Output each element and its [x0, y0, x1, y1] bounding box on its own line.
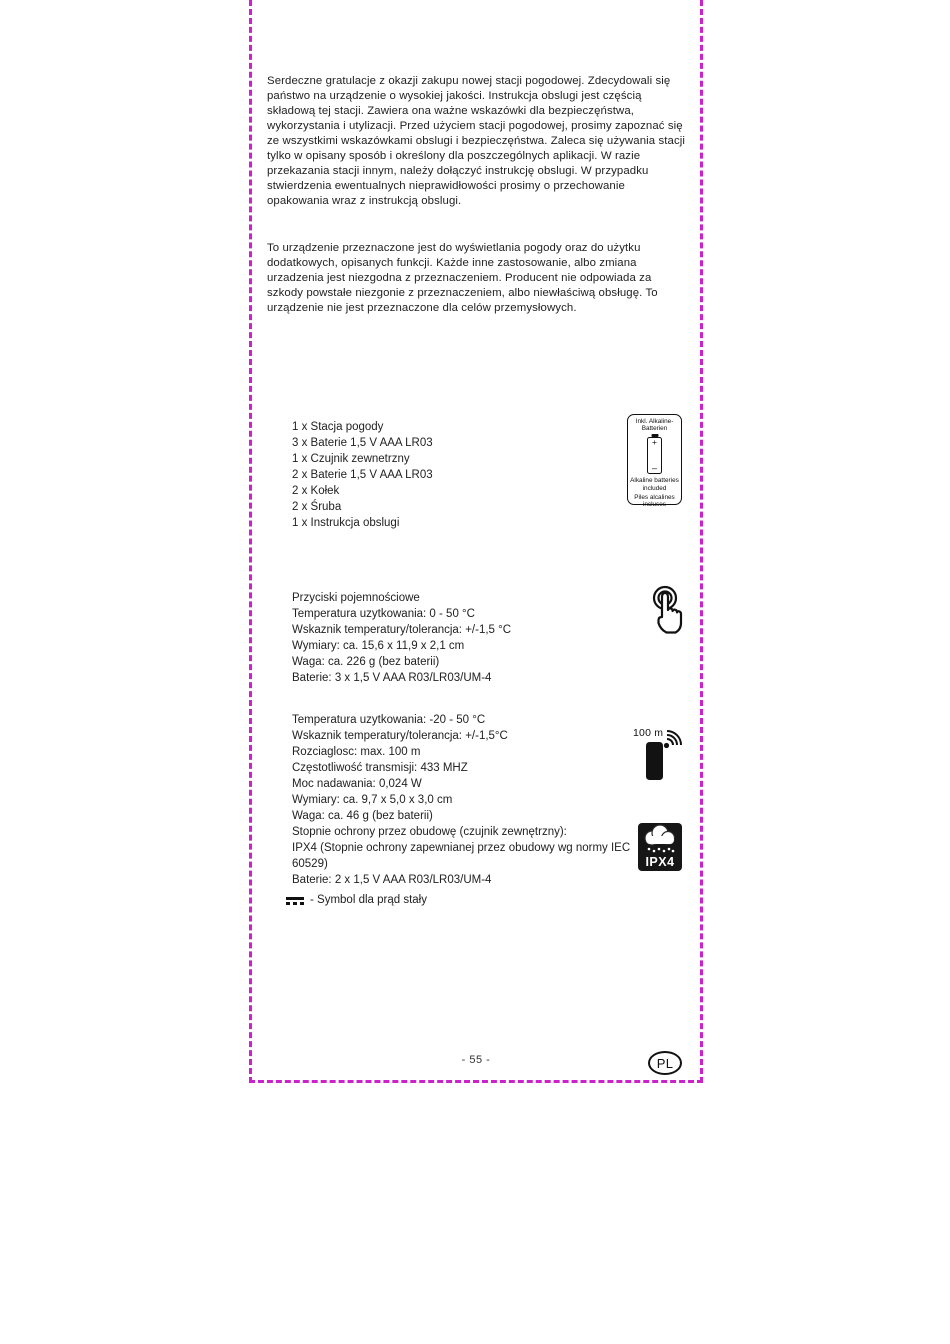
list-item: 3 x Baterie 1,5 V AAA LR03	[292, 437, 433, 449]
list-item: 2 x Śruba	[292, 501, 342, 513]
list-item: 1 x Stacja pogody	[292, 421, 384, 433]
spec-line: Wskaznik temperatury/tolerancja: +/-1,5°C	[292, 730, 508, 742]
spec-line: Częstotliwość transmisji: 433 MHZ	[292, 762, 468, 774]
list-item: 2 x Kołek	[292, 485, 340, 497]
battery-box-label-en: Alkaline batteries included	[630, 477, 679, 492]
list-item: 1 x Czujnik zewnetrzny	[292, 453, 410, 465]
ipx4-icon	[638, 823, 682, 871]
transmission-range-icon	[633, 724, 693, 782]
rain-cloud-icon	[638, 823, 682, 855]
range-label: 100 m	[633, 727, 664, 739]
spec-line: Rozciaglosc: max. 100 m	[292, 746, 421, 758]
spec-line: Przyciski pojemnościowe	[292, 592, 420, 604]
spec-line: Wskaznik temperatury/tolerancja: +/-1,5 °C	[292, 624, 512, 636]
dc-symbol-line	[286, 891, 427, 909]
sensor-specs	[292, 712, 646, 888]
intro-paragraph: Serdeczne gratulacje z okazji zakupu nowej stacji pogodowej. Zdecydowali się państwo na urządzenie o wysokiej jakości. Instrukcja obslugi jest częścią składową tej stacji. Zawiera ona ważne wskazówki dla bezpieczęństwa, wykorzystania i utylizacji. Przed użyciem stacji pogodowej, prosimy zapoznać się ze wszystkimi wskazówkami obslugi i bezpieczęństwa. Zaleca się używania stacji tylko w opisany sposób i określony dla poszczególnych aplikacji. W razie przekazania stacji innym, należy dołączyć instrukcję obslugi. W przypadku stwierdzenia ewentualnych nieprawidłowości prosimy o przechowanie opakowania wraz z instrukcją obslugi.	[267, 75, 686, 207]
list-item: 2 x Baterie 1,5 V AAA LR03	[292, 469, 433, 481]
spec-line: Wymiary: ca. 15,6 x 11,9 x 2,1 cm	[292, 640, 465, 652]
package-contents-list	[292, 419, 433, 531]
touch-gesture-icon	[646, 585, 692, 639]
battery-box-label-fr: Piles alcalines incluses	[634, 493, 675, 509]
outdoor-sensor-icon	[646, 742, 663, 780]
spec-line: Baterie: 3 x 1,5 V AAA R03/LR03/UM-4	[292, 672, 492, 684]
batteries-included-badge	[627, 414, 682, 509]
spec-line: Waga: ca. 46 g (bez baterii)	[292, 810, 433, 822]
spec-line: Temperatura uzytkowania: 0 - 50 °C	[292, 608, 475, 620]
station-specs	[292, 590, 511, 686]
spec-line: Baterie: 2 x 1,5 V AAA R03/LR03/UM-4	[292, 874, 492, 886]
manual-page	[249, 0, 703, 1083]
battery-plus-sign: +	[652, 437, 657, 448]
spec-line: Waga: ca. 226 g (bez baterii)	[292, 656, 440, 668]
language-badge: PL	[648, 1051, 682, 1075]
page-number: - 55 -	[461, 1054, 491, 1066]
radio-waves-icon	[661, 724, 687, 750]
dc-current-icon	[286, 897, 304, 907]
spec-line: Moc nadawania: 0,024 W	[292, 778, 422, 790]
ipx4-label: IPX4	[645, 855, 675, 869]
list-item: 1 x Instrukcja obslugi	[292, 517, 400, 529]
usage-paragraph: To urządzenie przeznaczone jest do wyświetlania pogody oraz do użytku dodatkowych, opisanych funkcji. Każde inne zastosowanie, albo zmiana urzadzenia jest niezgodna z przeznaczeniem. Producent nie odpowiada za szkody powstałe niezgonie z przeznaczeniem, albo niewłaściwą obsługę. To urządzenie nie jest przeznaczone dla celów przemysłowych.	[267, 242, 658, 314]
spec-line: Temperatura uzytkowania: -20 - 50 °C	[292, 714, 486, 726]
battery-icon	[647, 437, 662, 474]
spec-line: IPX4 (Stopnie ochrony zapewnianej przez obudowy wg normy IEC 60529)	[292, 842, 631, 870]
dc-symbol-text: - Symbol dla prąd stały	[310, 894, 427, 906]
battery-minus-sign: –	[651, 463, 657, 474]
battery-box-label-de: Inkl. Alkaline-Batterien	[635, 418, 674, 433]
spec-line: Stopnie ochrony przez obudowę (czujnik zewnętrzny):	[292, 826, 567, 838]
spec-line: Wymiary: ca. 9,7 x 5,0 x 3,0 cm	[292, 794, 453, 806]
